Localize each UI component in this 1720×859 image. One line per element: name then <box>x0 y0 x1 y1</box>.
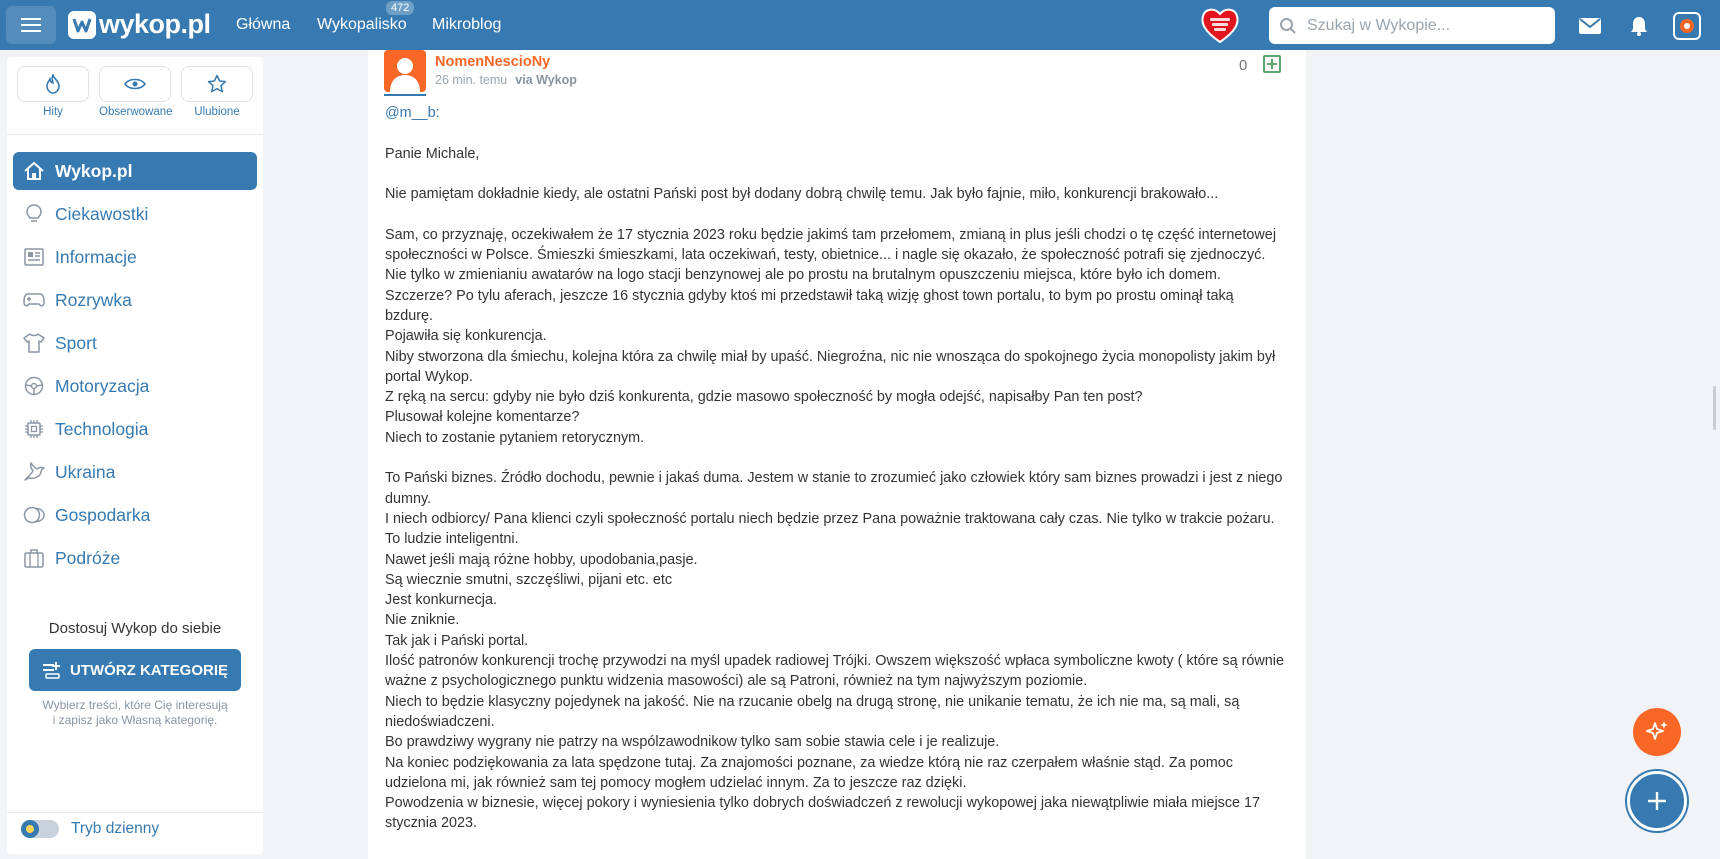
post-paragraph: Pojawiła się konkurencja. <box>385 328 547 345</box>
wykopalisko-count-badge: 472 <box>386 1 414 15</box>
notifications-button[interactable] <box>1625 12 1653 40</box>
post-paragraph: Z ręką na sercu: gdyby nie było dziś konkurenta, gdzie masowo społeczność by mogła odejść, napisałby Pan ten post? <box>385 389 1143 406</box>
post-paragraph: Niech to będzie klasyczny pojedynek na jakość. Nie na rzucanie obelg na drugą stronę, nie unikanie tematu, że ich nie ma, są mali, są niedoświadczeni. <box>385 693 1240 730</box>
hamburger-menu-button[interactable] <box>6 6 56 44</box>
plus-icon <box>1267 59 1277 69</box>
top-navigation-bar <box>0 0 1720 50</box>
post-paragraph: I niech odbiorcy/ Pana klienci czyli społeczność portalu niech będzie przez Pana poważnie traktowana cały czas. Nie tylko w trakcie pożaru. To ludzie inteligentni. <box>385 510 1275 548</box>
create-category-icon <box>42 661 60 679</box>
theme-toggle[interactable] <box>21 820 59 838</box>
category-label: Ukraina <box>55 461 116 482</box>
eye-icon <box>124 77 146 91</box>
quick-hity[interactable] <box>17 66 89 118</box>
category-label: Wykop.pl <box>55 160 133 181</box>
add-content-button[interactable] <box>1627 771 1687 831</box>
category-informacje[interactable] <box>13 238 257 276</box>
lightbulb-icon <box>23 203 45 225</box>
plus-icon <box>1647 791 1667 811</box>
category-label: Informacje <box>55 246 137 267</box>
charity-heart-logo[interactable] <box>1200 5 1240 45</box>
post-via[interactable]: via Wykop <box>515 73 577 87</box>
post-paragraph: Nie pamiętam dokładnie kiedy, ale ostatni Pański post był dodany dobrą chwilę temu. Jak było fajnie, miło, konkurencji brakowało... <box>385 186 1219 203</box>
star-icon <box>207 74 227 94</box>
wykop-logo[interactable] <box>68 9 211 40</box>
category-gospodarka[interactable] <box>13 496 257 534</box>
post-paragraph: Nie zniknie. <box>385 612 460 629</box>
category-wykop-pl[interactable] <box>13 152 257 190</box>
nav-glowna[interactable]: Główna <box>236 16 291 33</box>
post-paragraph: Powodzenia w biznesie, więcej pokory i wyniesienia tylko dobrych doświadczeń z rewolucji wykopowej jaka niewątpliwie miała miejsce 17 stycznia 2023. <box>385 795 1261 832</box>
post-paragraph: Plusował kolejne komentarze? <box>385 409 580 426</box>
flame-icon <box>45 74 61 94</box>
category-label: Ciekawostki <box>55 203 149 224</box>
search-box[interactable] <box>1269 7 1555 44</box>
customize-title: Dostosuj Wykop do siebie <box>48 620 222 637</box>
chip-icon <box>23 418 45 440</box>
home-icon <box>23 160 45 182</box>
shirt-icon <box>23 332 45 354</box>
menu-icon <box>21 17 41 33</box>
nav-mikroblog[interactable]: Mikroblog <box>432 16 502 33</box>
search-input[interactable] <box>1305 16 1539 36</box>
search-icon <box>1279 17 1297 35</box>
quick-ulubione[interactable] <box>181 66 253 118</box>
post-paragraph: Szczerze? Po tylu aferach, jeszcze 16 stycznia gdyby ktoś mi przedstawił taką wizję ghost town portalu, to bym po prostu ominął taką bzdurę. <box>385 287 1234 324</box>
scrollbar-thumb[interactable] <box>1713 386 1716 430</box>
mail-icon <box>1579 18 1601 34</box>
post-paragraph: Ilość patronów konkurencji trochę przywodzi na myśl upadek radiowej Trójki. Owszem większość wpłaca symboliczne kwoty ( które są równie ważne z psychologicznego punktu widzenia masowości) ale są Patroni, również na tym najwyższym poziomie. <box>385 653 1284 690</box>
post-body <box>385 103 1285 834</box>
post-author[interactable]: NomenNescioNy <box>435 54 551 70</box>
category-motoryzacja[interactable] <box>13 367 257 405</box>
quick-ulubione-label: Ulubione <box>194 106 240 118</box>
post-paragraph: Sam, co przyznaję, oczekiwałem że 17 stycznia 2023 roku będzie jakimś tam przełomem, zmianą in plus jeśli chodzi o tę część internetowej społeczności w Polsce. Śmieszki śmieszkami, lata oczekiwań, testy, obietnice... i nagle się okazało, że społeczność potrafi się zjednoczyć. Nie tylko w zmienianiu awatarów na logo stacji benzynowej ale po prostu na brutalnym opuszczeniu miejsca, które było ich domem. <box>385 226 1277 284</box>
post-meta <box>435 73 577 87</box>
post-paragraph: Panie Michale, <box>385 145 480 162</box>
sidebar-divider <box>7 134 263 135</box>
wykop-logo-icon <box>68 11 96 39</box>
category-ukraina[interactable] <box>13 453 257 491</box>
category-label: Motoryzacja <box>55 375 150 396</box>
coins-icon <box>23 504 45 526</box>
sparkle-icon <box>1644 719 1670 745</box>
create-category-button[interactable] <box>29 649 241 691</box>
category-sport[interactable] <box>13 324 257 362</box>
category-label: Podróże <box>55 547 121 568</box>
post-card <box>368 50 1306 859</box>
post-paragraph: Nawet jeśli mają różne hobby, upodobania,pasje. <box>385 551 698 568</box>
suitcase-icon <box>23 547 45 569</box>
post-paragraph: Są wiecznie smutni, szczęśliwi, pijani etc. etc <box>385 571 673 588</box>
vote-count: 0 <box>1239 57 1248 74</box>
mention-link[interactable]: @m__b: <box>385 105 440 121</box>
avatar-underline <box>384 94 426 96</box>
create-hint-line-1: Wybierz treści, które Cię interesują <box>42 698 228 712</box>
upvote-button[interactable] <box>1263 55 1281 73</box>
gamepad-icon <box>23 289 45 311</box>
post-paragraph: Tak jak i Pański portal. <box>385 632 529 649</box>
author-avatar[interactable] <box>384 50 426 92</box>
create-category-hint <box>27 698 243 728</box>
steering-wheel-icon <box>23 375 45 397</box>
category-ciekawostki[interactable] <box>13 195 257 233</box>
quick-obserwowane-label: Obserwowane <box>99 106 173 118</box>
category-label: Sport <box>55 332 97 353</box>
logo-text: wykop.pl <box>99 9 211 39</box>
category-technologia[interactable] <box>13 410 257 448</box>
post-paragraph: To Pański biznes. Źródło dochodu, pewnie i jakaś duma. Jestem w stanie to zrozumieć jako człowiek który sam biznes prowadzi i jest z niego dumny. <box>385 470 1283 507</box>
theme-toggle-row[interactable] <box>21 820 159 838</box>
ai-assistant-button[interactable] <box>1633 708 1681 756</box>
newspaper-icon <box>23 246 45 268</box>
sun-moon-icon <box>21 820 39 838</box>
quick-hity-label: Hity <box>43 106 63 118</box>
user-avatar[interactable] <box>1673 12 1701 40</box>
category-label: Rozrywka <box>55 289 132 310</box>
category-rozrywka[interactable] <box>13 281 257 319</box>
post-paragraph: Bo prawdziwy wygrany nie patrzy na wspólzawodnikow tylko sam sobie stawia cele i je realizuje. <box>385 734 1000 751</box>
post-paragraph: Jest konkurnecja. <box>385 592 497 609</box>
category-label: Gospodarka <box>55 504 151 525</box>
category-podroze[interactable] <box>13 539 257 577</box>
create-hint-line-2: i zapisz jako Własną kategorię. <box>52 713 218 727</box>
post-paragraph: Niby stworzona dla śmiechu, kolejna która za chwilę miał by upaść. Niegroźna, nic nie wnosząca do spokojnego życia monopolisty jakim był portal Wykop. <box>385 348 1276 385</box>
left-sidebar <box>7 57 263 854</box>
messages-button[interactable] <box>1576 12 1604 40</box>
sidebar-bottom-divider <box>7 812 263 813</box>
category-label: Technologia <box>55 418 149 439</box>
quick-obserwowane[interactable] <box>99 66 171 118</box>
bell-icon <box>1630 16 1648 36</box>
nav-wykopalisko[interactable]: Wykopalisko <box>317 16 407 33</box>
post-time[interactable]: 26 min. temu <box>435 73 508 87</box>
post-paragraph: Niech to zostanie pytaniem retorycznym. <box>385 429 645 446</box>
create-category-label: UTWÓRZ KATEGORIĘ <box>69 661 229 679</box>
post-paragraph: Na koniec podziękowania za lata spędzone tutaj. Za znajomości poznane, za wiedze którą nie raz czerpałem właśnie stąd. Za pomoc udzielona mi, jak również sam tej pomocy mogłem udzielać innym. Za to jeszcze raz dzięki. <box>385 754 1233 791</box>
theme-label: Tryb dzienny <box>71 820 160 837</box>
dove-icon <box>23 461 45 483</box>
